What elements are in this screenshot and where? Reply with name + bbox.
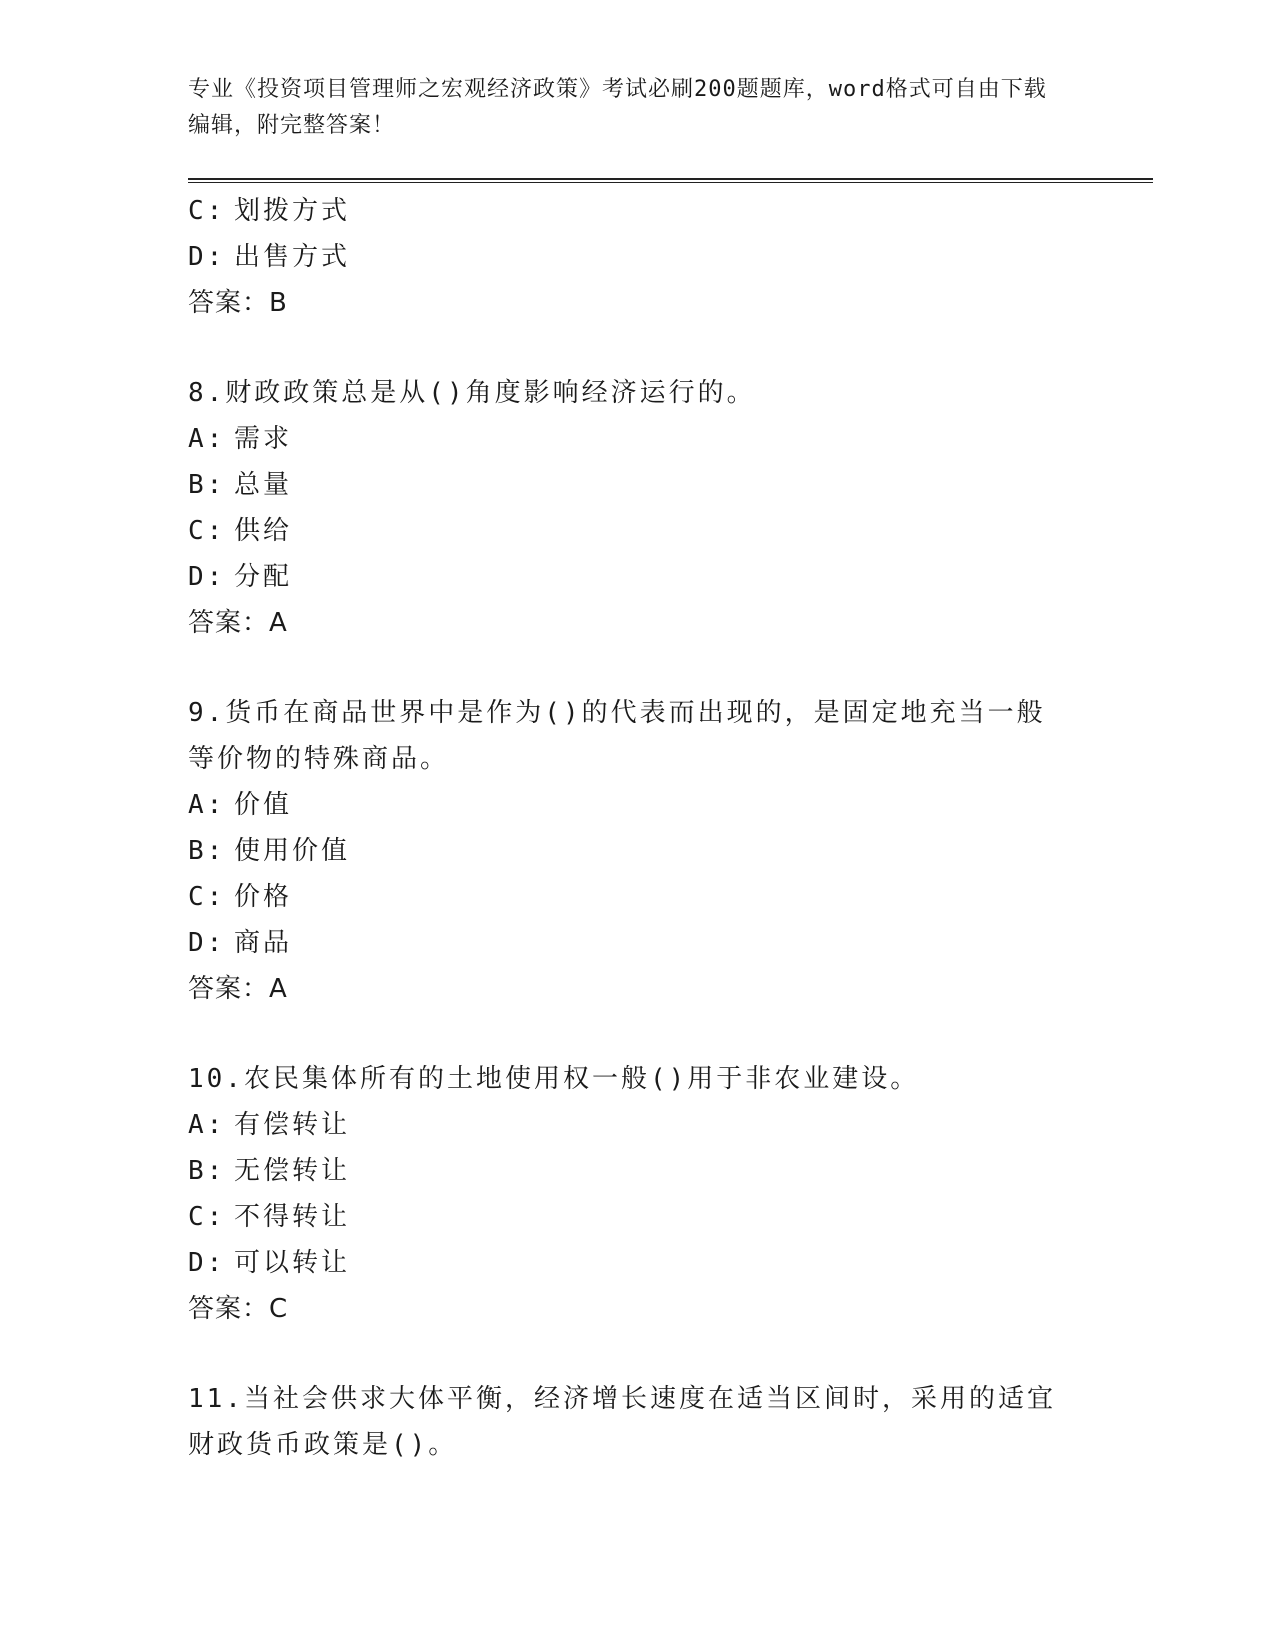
option-line xyxy=(188,782,1088,828)
option-letter: C: xyxy=(188,1202,226,1232)
option-letter: C: xyxy=(188,882,226,912)
option-text: 价值 xyxy=(234,790,293,820)
option-letter: D: xyxy=(188,242,226,272)
question-list xyxy=(188,188,1088,1468)
option-line xyxy=(188,874,1088,920)
question-block xyxy=(188,690,1088,1012)
option-text: 无偿转让 xyxy=(234,1156,351,1186)
question-text: 10.农民集体所有的土地使用权一般()用于非农业建设。 xyxy=(188,1064,920,1094)
option-letter: C: xyxy=(188,196,226,226)
option-line xyxy=(188,234,1088,280)
option-letter: B: xyxy=(188,836,226,866)
option-letter: C: xyxy=(188,516,226,546)
option-line xyxy=(188,554,1088,600)
option-line xyxy=(188,416,1088,462)
option-line xyxy=(188,1240,1088,1286)
option-letter: B: xyxy=(188,470,226,500)
question-block xyxy=(188,370,1088,646)
option-line xyxy=(188,462,1088,508)
option-text: 供给 xyxy=(234,516,293,546)
option-line xyxy=(188,828,1088,874)
question-block xyxy=(188,1376,1088,1468)
question-block xyxy=(188,1056,1088,1332)
option-text: 商品 xyxy=(234,928,293,958)
option-line xyxy=(188,508,1088,554)
option-line xyxy=(188,1194,1088,1240)
option-text: 有偿转让 xyxy=(234,1110,351,1140)
question-block xyxy=(188,188,1088,326)
option-text: 价格 xyxy=(234,882,293,912)
answer-line: 答案：A xyxy=(188,608,288,638)
option-letter: D: xyxy=(188,1248,226,1278)
divider-thin-line xyxy=(188,182,1153,183)
option-text: 可以转让 xyxy=(234,1248,351,1278)
option-letter: A: xyxy=(188,790,226,820)
option-text: 分配 xyxy=(234,562,293,592)
option-line xyxy=(188,1148,1088,1194)
question-text: 11.当社会供求大体平衡，经济增长速度在适当区间时，采用的适宜财政货币政策是()。 xyxy=(188,1384,1056,1460)
option-line xyxy=(188,1102,1088,1148)
option-text: 使用价值 xyxy=(234,836,351,866)
header-divider xyxy=(188,178,1153,183)
option-letter: D: xyxy=(188,928,226,958)
option-text: 划拨方式 xyxy=(234,196,351,226)
option-letter: A: xyxy=(188,424,226,454)
option-text: 不得转让 xyxy=(234,1202,351,1232)
answer-line: 答案：A xyxy=(188,974,288,1004)
option-line xyxy=(188,188,1088,234)
question-text: 8.财政政策总是从()角度影响经济运行的。 xyxy=(188,378,756,408)
answer-line: 答案：B xyxy=(188,288,288,318)
option-letter: A: xyxy=(188,1110,226,1140)
question-text: 9.货币在商品世界中是作为()的代表而出现的，是固定地充当一般等价物的特殊商品。 xyxy=(188,698,1046,774)
option-letter: B: xyxy=(188,1156,226,1186)
option-text: 需求 xyxy=(234,424,293,454)
option-text: 出售方式 xyxy=(234,242,351,272)
option-line xyxy=(188,920,1088,966)
answer-line: 答案：C xyxy=(188,1294,289,1324)
divider-thick-line xyxy=(188,178,1153,180)
document-header: 专业《投资项目管理师之宏观经济政策》考试必刷200题题库，word格式可自由下载编辑，附完整答案！ xyxy=(188,77,1047,138)
option-letter: D: xyxy=(188,562,226,592)
option-text: 总量 xyxy=(234,470,293,500)
